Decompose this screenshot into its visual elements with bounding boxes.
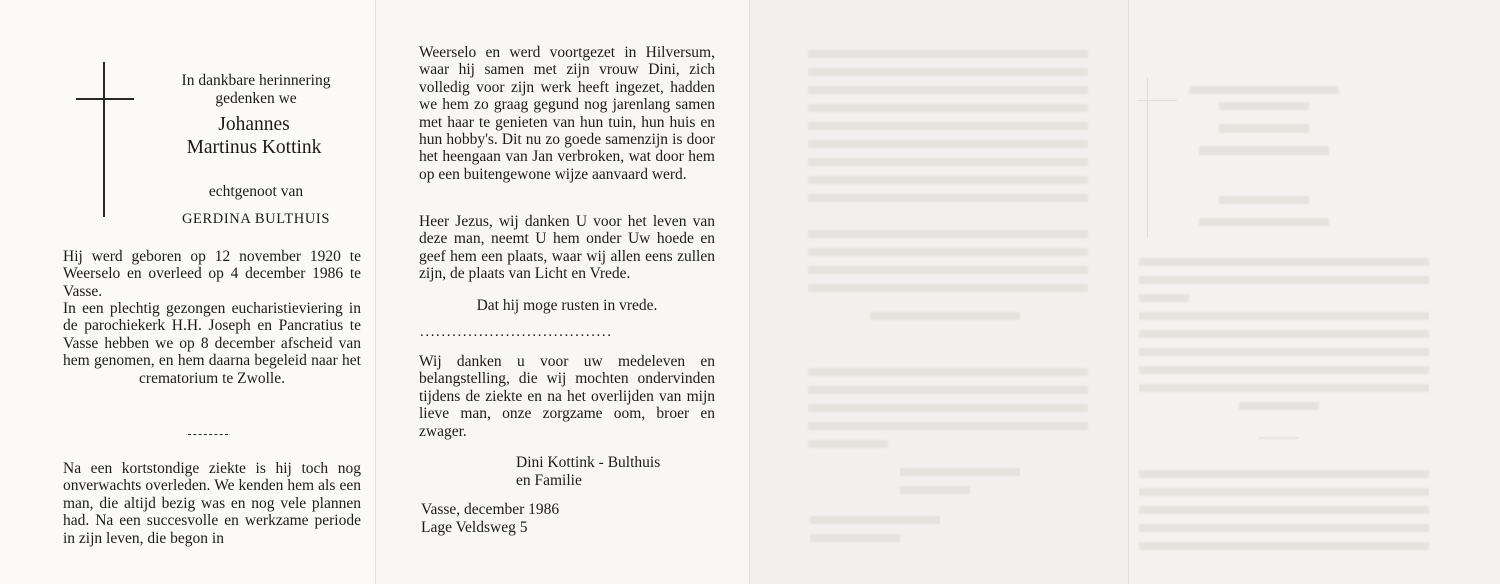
signature-family: en Familie (516, 472, 582, 489)
life-paragraph-start: Na een kortstondige ziekte is hij toch nog onverwachts overleden. We kenden hem als een man, die altijd bezig was en nog vele plannen had. Na een succesvolle en werkzame periode in zijn leven, die begon in (63, 460, 361, 547)
card-page-front-right (375, 0, 749, 584)
rest-in-peace-line: Dat hij moge rusten in vrede. (476, 297, 658, 314)
dotted-separator: .................................... (420, 324, 613, 340)
ghost-cross-icon (1147, 78, 1148, 238)
card-page-back-left (749, 0, 1128, 584)
thanks-paragraph: Wij danken u voor uw medeleven en belangstelling, die wij mochten ondervinden tijdens de ziekte en na het overlijden van mijn lieve man, onze zorgzame oom, broer en zwager. (419, 353, 715, 440)
spouse-name: GERDINA BULTHUIS (181, 211, 331, 227)
separator-dashes (188, 434, 228, 435)
card-page-front-left (0, 0, 375, 584)
cross-icon (103, 62, 105, 217)
place-and-date: Vasse, december 1986 (421, 501, 560, 518)
deceased-surname: Martinus Kottink (186, 137, 322, 158)
deceased-first-name: Johannes (218, 114, 290, 135)
funeral-service-paragraph: In een plechtig gezongen eucharistieviering in de parochiekerk H.H. Joseph en Pancratius te Vasse hebben we op 8 december afscheid van hem genomen, en hem daarna begeleid naar het crematorium te Zwolle. (63, 300, 361, 387)
signature-name: Dini Kottink - Bulthuis (516, 454, 661, 471)
birth-death-paragraph: Hij werd geboren op 12 november 1920 te Weerselo en overleed op 4 december 1986 te Vasse. (63, 248, 361, 300)
ghost-cross-icon-bar (1137, 100, 1177, 101)
intro-line-1: In dankbare herinnering (181, 72, 331, 89)
spouse-label: echtgenoot van (208, 183, 304, 200)
card-page-back-right (1128, 0, 1500, 584)
life-paragraph-continued: Weerselo en werd voortgezet in Hilversum, waar hij samen met zijn vrouw Dini, zich volledig voor zijn werk heeft ingezet, hadden we hem zo graag gegund nog jarenlang samen met haar te genieten van hun tuin, hun huis en hun hobby's. Dit nu zo goede samenzijn is door het heengaan van Jan verbroken, wat door hem op een buitengewone wijze aanvaard werd. (419, 44, 715, 183)
prayer-paragraph: Heer Jezus, wij danken U voor het leven van deze man, neemt U hem onder Uw hoede en geef hem een plaats, waar wij allen eens zullen zijn, de plaats van Licht en Vrede. (419, 213, 715, 283)
address: Lage Veldsweg 5 (421, 519, 528, 536)
cross-icon-bar (76, 98, 134, 100)
intro-line-2: gedenken we (215, 90, 297, 107)
